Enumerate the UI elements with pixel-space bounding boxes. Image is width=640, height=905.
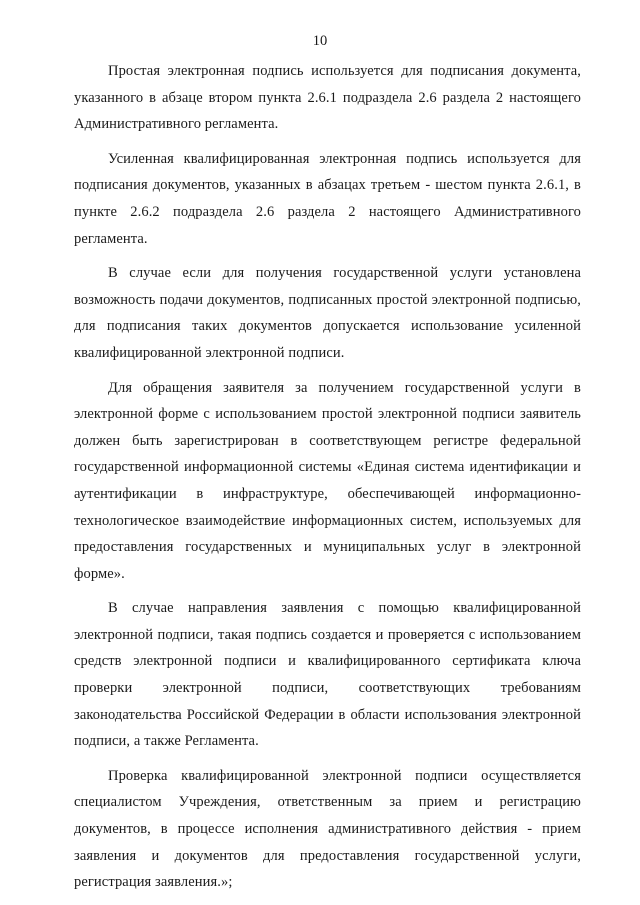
paragraph-signature-check-by-staff: Проверка квалифицированной электронной подписи осуществляется специалистом Учреждения, ответственным за прием и регистрацию документов, в процессе исполнения административного действия - прием заявления и документов для предоставления государственной услуги, регистрация заявления.»;	[74, 767, 581, 891]
document-body	[74, 58, 581, 904]
paragraph-qualified-signature: Усиленная квалифицированная электронная подпись используется для подписания документов, указанных в абзацах третьем - шестом пункта 2.6.1, в пункте 2.6.2 подраздела 2.6 раздела 2 настоящего Административного регламента.	[74, 150, 581, 247]
paragraph-simple-signature: Простая электронная подпись используется для подписания документа, указанного в абзаце втором пункта 2.6.1 подраздела 2.6 раздела 2 настоящего Административного регламента.	[74, 63, 581, 133]
page-number: 10	[312, 33, 328, 49]
paragraph-signature-substitution: В случае если для получения государственной услуги установлена возможность подачи документов, подписанных простой электронной подписью, для подписания таких документов допускается использование усиленной квалифицированной электронной подписи.	[74, 265, 581, 361]
paragraph-signature-verification-tools: В случае направления заявления с помощью квалифицированной электронной подписи, такая подпись создается и проверяется с использованием средств электронной подписи и квалифицированного сертификата ключа проверки электронной подписи, соответствующих требованиям законодательства Российской Федерации в области использования электронной подписи, а также Регламента.	[74, 600, 581, 750]
paragraph-esia-registration: Для обращения заявителя за получением государственной услуги в электронной форме с использованием простой электронной подписи заявитель должен быть зарегистрирован в соответствующем регистре федеральной государственной информационной системы «Единая система идентификации и аутентификации в инфраструктуре, обеспечивающей информационно-технологическое взаимодействие информационных систем, используемых для предоставления государственных и муниципальных услуг в электронной форме».	[74, 379, 581, 582]
